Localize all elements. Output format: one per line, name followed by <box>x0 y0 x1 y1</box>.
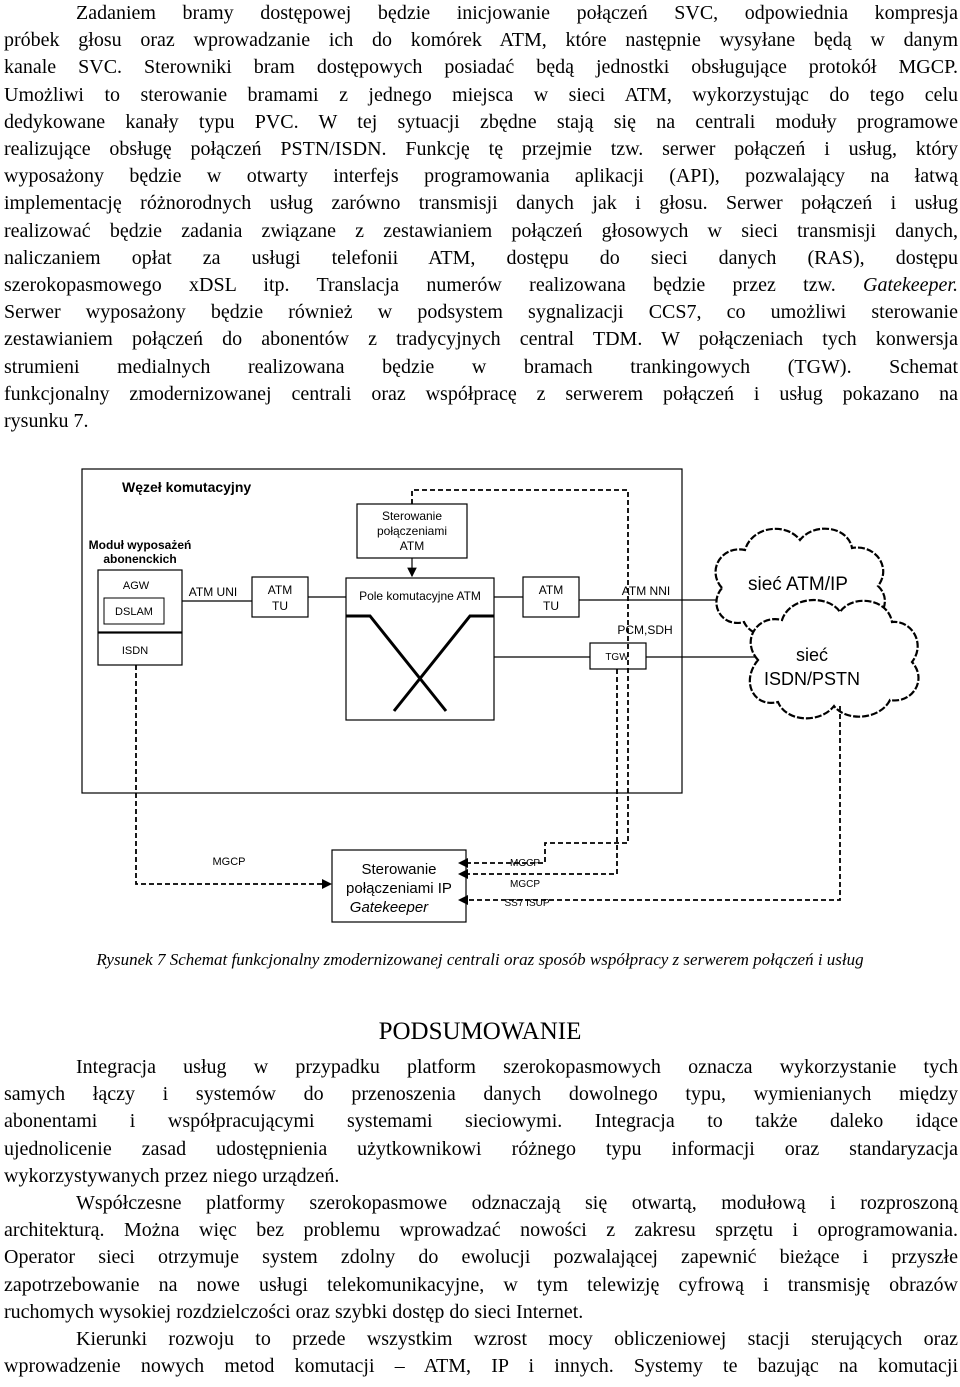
node-title: Węzeł komutacyjny <box>122 479 252 495</box>
pcm-sdh-label: PCM,SDH <box>617 623 673 637</box>
figure-caption: Rysunek 7 Schemat funkcjonalny zmodernizowanej centrali oraz sposób współpracy z serwerem połączeń i usług <box>96 950 864 969</box>
text-line: funkcjonalny zmodernizowanej centrali oraz współpracę z serwerem połączeń i usług pokazano na <box>4 382 958 405</box>
text-line: zapotrzebowanie na nowe usługi telekomunikacyjne, w tym telewizję cyfrową i transmisję obrazów <box>4 1273 958 1296</box>
text-line: strumieni medialnych realizowana będzie w bramach trankingowych (TGW). Schemat <box>4 355 958 378</box>
atm-tu-right-line1: ATM <box>538 583 564 597</box>
module-title-line1: Moduł wyposażeń <box>88 538 192 552</box>
text-line: ruchomych wysokiej rozdzielczości oraz szybki dostęp do sieci Internet. <box>4 1300 584 1323</box>
cloud-isdn-line2: ISDN/PSTN <box>763 669 861 689</box>
summary-paragraph <box>4 1054 958 1380</box>
atm-control-line1: Sterowanie <box>381 509 443 523</box>
text-line: próbek głosu oraz wprowadzanie ich do komórek ATM, które następnie wysyłane będą w danym <box>4 29 958 52</box>
gatekeeper-line2: połączeniami IP <box>346 880 452 897</box>
isdn-label: ISDN <box>121 645 149 657</box>
atm-uni-label: ATM UNI <box>188 585 238 599</box>
atm-tu-right-line2: TU <box>543 599 559 613</box>
intro-paragraph <box>4 0 958 435</box>
text-line: Zadaniem bramy dostępowej będzie inicjowanie połączeń SVC, odpowiednia kompresja <box>76 2 958 24</box>
figure-diagram <box>0 462 960 932</box>
text-line-with-italic <box>4 272 958 299</box>
cloud-atm-ip-label: sieć ATM/IP <box>748 574 848 595</box>
text-line: Operator sieci otrzymuje system zdolny do ewolucji pozwalającej zapewnić bieżące i przyszłe <box>4 1246 958 1269</box>
atm-control-line2: połączeniami <box>376 524 448 538</box>
cloud-isdn-line1: sieć <box>795 645 829 665</box>
text-line: Serwer wyposażony będzie również w podsystem sygnalizacji CCS7, co umożliwi sterowanie <box>4 301 958 324</box>
text-line: realizować będzie zadania związane z zestawianiem połączeń głosowych w sieci transmisji danych, <box>4 219 958 242</box>
text-line: zestawianiem połączeń do abonentów z tradycyjnych central TDM. W połączeniach tych konwersja <box>4 328 958 351</box>
gatekeeper-line3: Gatekeeper <box>349 899 429 916</box>
italic-term: Gatekeeper. <box>863 274 958 297</box>
agw-label: AGW <box>122 580 150 592</box>
switch-crossing <box>346 616 494 711</box>
dslam-label: DSLAM <box>115 606 153 618</box>
text-line: dedykowane kanały typu PVC. W tej sytuacji zbędne stają się na centrali moduły programowe <box>4 110 958 133</box>
atm-tu-left-line1: ATM <box>267 583 293 597</box>
text-line: rysunku 7. <box>4 410 89 433</box>
text-line: naliczaniem opłat za usługi telefonii ATM, dostępu do sieci danych (RAS), dostępu <box>4 246 958 269</box>
ss7-isup-label: SS7 ISUP <box>504 898 550 909</box>
text-line: implementację różnorodnych usług zarówno transmisji danych jak i głosu. Serwer połączeń i usług <box>4 192 958 215</box>
text-line: Kierunki rozwoju to przede wszystkim wzrost mocy obliczeniowej stacji sterujących oraz <box>76 1328 958 1351</box>
atm-tu-left-line2: TU <box>272 599 288 613</box>
tgw-label: TGW <box>605 652 629 663</box>
atm-nni-label: ATM NNI <box>621 584 671 598</box>
text-line: wprowadzenie nowych metod komutacji – ATM, IP i innych. Systemy te bazując na komutacji <box>4 1355 958 1378</box>
section-heading: PODSUMOWANIE <box>378 1018 582 1045</box>
text-line: samych łączy i systemów do przenoszenia danych dowolnego typu, wymienianych między <box>4 1083 958 1106</box>
text-line: realizujące obsługę połączeń PSTN/ISDN. Funkcję tę przejmie tzw. serwer połączeń i usług, który <box>4 138 958 161</box>
mgcp-left-label: MGCP <box>212 856 246 868</box>
module-title-line2: abonenckich <box>103 552 177 566</box>
mgcp-right-label-1: MGCP <box>510 858 540 869</box>
text-line: Umożliwi to sterowanie bramami z jednego miejsca w sieci ATM, wykorzystując do tego celu <box>4 83 958 106</box>
text-line: wyposażony będzie w otwarty interfejs programowania aplikacji (API), pozwalający na łatwą <box>4 165 958 188</box>
gatekeeper-line1: Sterowanie <box>361 861 437 878</box>
mgcp-right-label-2: MGCP <box>510 879 540 890</box>
text-line: wykorzystywanych przez niego urządzeń. <box>4 1164 340 1187</box>
text-line: architekturą. Można więc bez problemu wprowadzać nowości z zakresu sprzętu i oprogramowania. <box>4 1219 958 1242</box>
text-fragment: szerokopasmowego xDSL itp. Translacja numerów realizowana będzie przez tzw. <box>4 274 864 297</box>
switch-field-label: Pole komutacyjne ATM <box>359 589 481 603</box>
text-line: ujednolicenie zasad udostępnienia użytkownikowi różnego typu informacji oraz standaryzacja <box>4 1137 958 1160</box>
text-line: abonentami i współpracującymi systemami sieciowymi. Integracja to także daleko idące <box>4 1110 958 1133</box>
atm-control-line3: ATM <box>399 539 425 553</box>
text-line: Współczesne platformy szerokopasmowe odznaczają się otwartą, modułową i rozproszoną <box>76 1192 958 1215</box>
text-line: Integracja usług w przypadku platform szerokopasmowych oznacza wykorzystanie tych <box>76 1056 958 1078</box>
text-line: kanale SVC. Sterowniki bram dostępowych posiadać będą jednostki obsługujące protokół MGCP. <box>4 56 958 79</box>
